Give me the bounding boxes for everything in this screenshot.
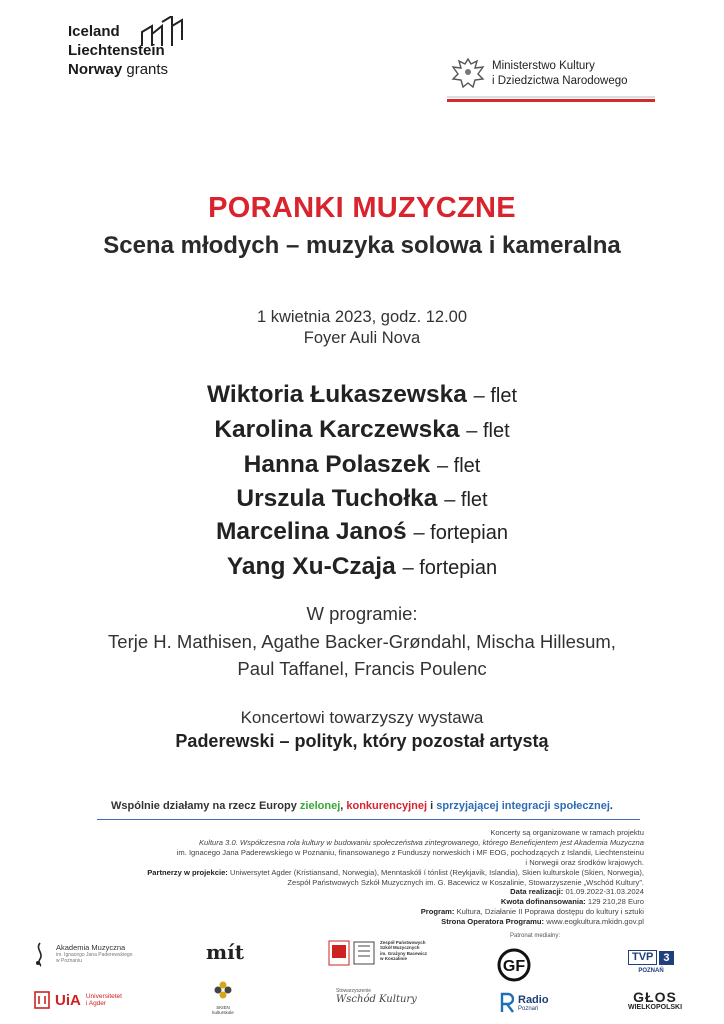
eea-grants-logo <box>68 22 168 79</box>
polish-eagle-icon <box>449 55 487 95</box>
slogan-sep1: , <box>340 800 344 812</box>
tvp-number: 3 <box>659 951 673 965</box>
tvp-text: TVP <box>628 950 657 965</box>
performer-name: Urszula Tuchołka <box>236 485 438 512</box>
fine-line2: Kultura 3.0. Współczesna rola kultury w budowaniu społeczeństwa zintegrowanego, którego Beneficjentem jest Akademia Muzyczna <box>198 837 644 847</box>
operator-label: Strona Operatora Programu: <box>441 917 545 927</box>
ministry-divider <box>447 96 655 98</box>
slogan-prefix: Wspólnie działamy na rzecz Europy <box>111 800 297 812</box>
radio-city: Poznań <box>518 1005 539 1012</box>
slogan-blue: sprzyjającej integracji społecznej <box>436 800 610 812</box>
event-subtitle: Scena młodych – muzyka solowa i kameralna <box>103 232 621 259</box>
ministry-line1: Ministerstwo Kultury <box>492 60 595 72</box>
uia-emblem-icon <box>34 990 50 1010</box>
uia-text: UiA <box>55 991 81 1009</box>
date-label: Data realizacji: <box>510 887 564 897</box>
performer-row <box>0 553 724 581</box>
fine-line4: i Norwegii oraz środków krajowych. <box>525 857 644 867</box>
eea-line-iceland: Iceland <box>68 23 120 40</box>
partners-label: Partnerzy w projekcie: <box>147 867 228 877</box>
date-value: 01.09.2022-31.03.2024 <box>565 887 644 897</box>
performer-instrument: – flet <box>444 489 488 511</box>
eea-line-norway: Norway <box>68 61 123 78</box>
performer-name: Hanna Polaszek <box>243 451 431 478</box>
performer-instrument: – flet <box>437 455 481 477</box>
clef-icon <box>32 941 48 967</box>
skien-line2: kulturskole <box>212 1010 234 1015</box>
eu-slogan <box>0 800 724 812</box>
gf-logo-icon <box>497 948 531 982</box>
performer-instrument: – fortepian <box>402 557 498 579</box>
slogan-sep2: i <box>430 800 434 812</box>
slogan-red: konkurencyjnej <box>346 800 428 812</box>
zpsm-line3: im. Grażyny Bacewicz <box>380 950 428 956</box>
am-line2: im. Ignacego Jana Paderewskiego <box>56 952 133 958</box>
slogan-divider <box>97 819 640 820</box>
event-title: PORANKI MUZYCZNE <box>208 192 516 224</box>
program-composers-line2: Paul Taffanel, Francis Poulenc <box>237 658 487 679</box>
uia-logo <box>34 990 122 1010</box>
performer-instrument: – flet <box>473 385 518 407</box>
radio-r-icon <box>500 992 514 1014</box>
program-composers-line1: Terje H. Mathisen, Agathe Backer-Grøndahl, Mischa Hillesum, <box>108 631 616 652</box>
performer-row <box>0 451 724 479</box>
media-patronage-label: Patronat medialny: <box>510 933 561 939</box>
performer-row <box>0 416 724 444</box>
eea-line-grants: grants <box>126 61 169 78</box>
am-line1: Akademia Muzyczna <box>56 943 126 952</box>
wschod-kultury-logo <box>336 988 417 1005</box>
am-line3: w Poznaniu <box>56 958 82 964</box>
exhibition-title: Paderewski – polityk, który pozostał artystą <box>175 731 549 751</box>
wk-label: Stowarzyszenie <box>336 988 372 994</box>
tvp3-logo <box>628 950 674 974</box>
radio-text: Radio <box>518 993 549 1006</box>
uia-line2: i Agder <box>85 1000 107 1007</box>
skien-line1: SKIEN <box>216 1005 230 1010</box>
performer-row <box>0 485 724 513</box>
svg-text:GF: GF <box>502 958 526 975</box>
eea-graphic-icon <box>140 16 186 52</box>
partners-text-2: Zespół Państwowych Szkół Muzycznych im. G. Bacewicz w Koszalinie, Stowarzyszenie „Wschód Kultury”. <box>287 877 644 887</box>
skien-kulturskole-logo <box>208 980 238 1015</box>
performer-row <box>0 381 724 409</box>
performer-name: Yang Xu-Czaja <box>226 553 396 580</box>
program-label: Program: <box>420 907 455 917</box>
mit-logo: mít <box>206 940 244 964</box>
operator-link[interactable]: www.eogkultura.mkidn.gov.pl <box>546 917 644 927</box>
performer-name: Karolina Karczewska <box>214 416 460 443</box>
amount-label: Kwota dofinansowania: <box>500 897 586 907</box>
skien-flower-icon <box>213 980 233 1000</box>
performer-instrument: – fortepian <box>413 522 508 544</box>
uia-line1: Universitetet <box>85 993 122 1000</box>
slogan-suffix: . <box>609 800 613 812</box>
exhibition-heading: Koncertowi towarzyszy wystawa <box>240 708 484 727</box>
zpsm-line4: w Koszalinie <box>380 955 408 961</box>
performer-name: Wiktoria Łukaszewska <box>206 381 467 408</box>
performer-instrument: – flet <box>466 420 510 442</box>
program-heading: W programie: <box>306 603 418 624</box>
ministry-line2: i Dziedzictwa Narodowego <box>492 75 628 87</box>
zpsm-emblem-icon <box>328 940 376 968</box>
performer-row <box>0 518 724 546</box>
program-value: Kultura, Działanie II Poprawa dostępu do kultury i sztuki <box>456 907 644 917</box>
wlkp-text: WIELKOPOLSKI <box>627 1004 683 1011</box>
fine-line1: Koncerty są organizowane w ramach projektu <box>490 828 644 837</box>
glos-wielkopolski-logo <box>620 990 690 1012</box>
project-fineprint <box>44 828 644 927</box>
partners-text: Uniwersytet Agder (Kristiansand, Norwegia), Menntaskóli í tónlist (Reykjavik, Islandia), Skien kulturskole (Skien, Norwegia), <box>229 867 644 877</box>
amount-value: 129 210,28 Euro <box>587 897 644 907</box>
zpsm-line1: Zespół Państwowych <box>380 940 426 945</box>
slogan-green: zielonej <box>299 800 341 812</box>
tvp-city: POZNAŃ <box>638 968 664 974</box>
eea-line-liechtenstein: Liechtenstein <box>68 42 165 59</box>
fine-line3: im. Ignacego Jana Paderewskiego w Poznaniu, finansowanego z Funduszy norweskich i MF EOG, pochodzących z Islandii, Liechtensteinu <box>176 847 644 857</box>
zpsm-line2: Szkół Muzycznych <box>380 945 420 951</box>
glos-text: GŁOS <box>633 989 677 1005</box>
event-date: 1 kwietnia 2023, godz. 12.00 <box>256 308 468 326</box>
ministry-red-bar <box>447 99 655 102</box>
event-venue: Foyer Auli Nova <box>303 329 421 347</box>
radio-poznan-logo <box>500 992 549 1014</box>
performer-name: Marcelina Janoś <box>216 518 407 545</box>
wk-script: Wschód Kultury <box>336 994 417 1005</box>
